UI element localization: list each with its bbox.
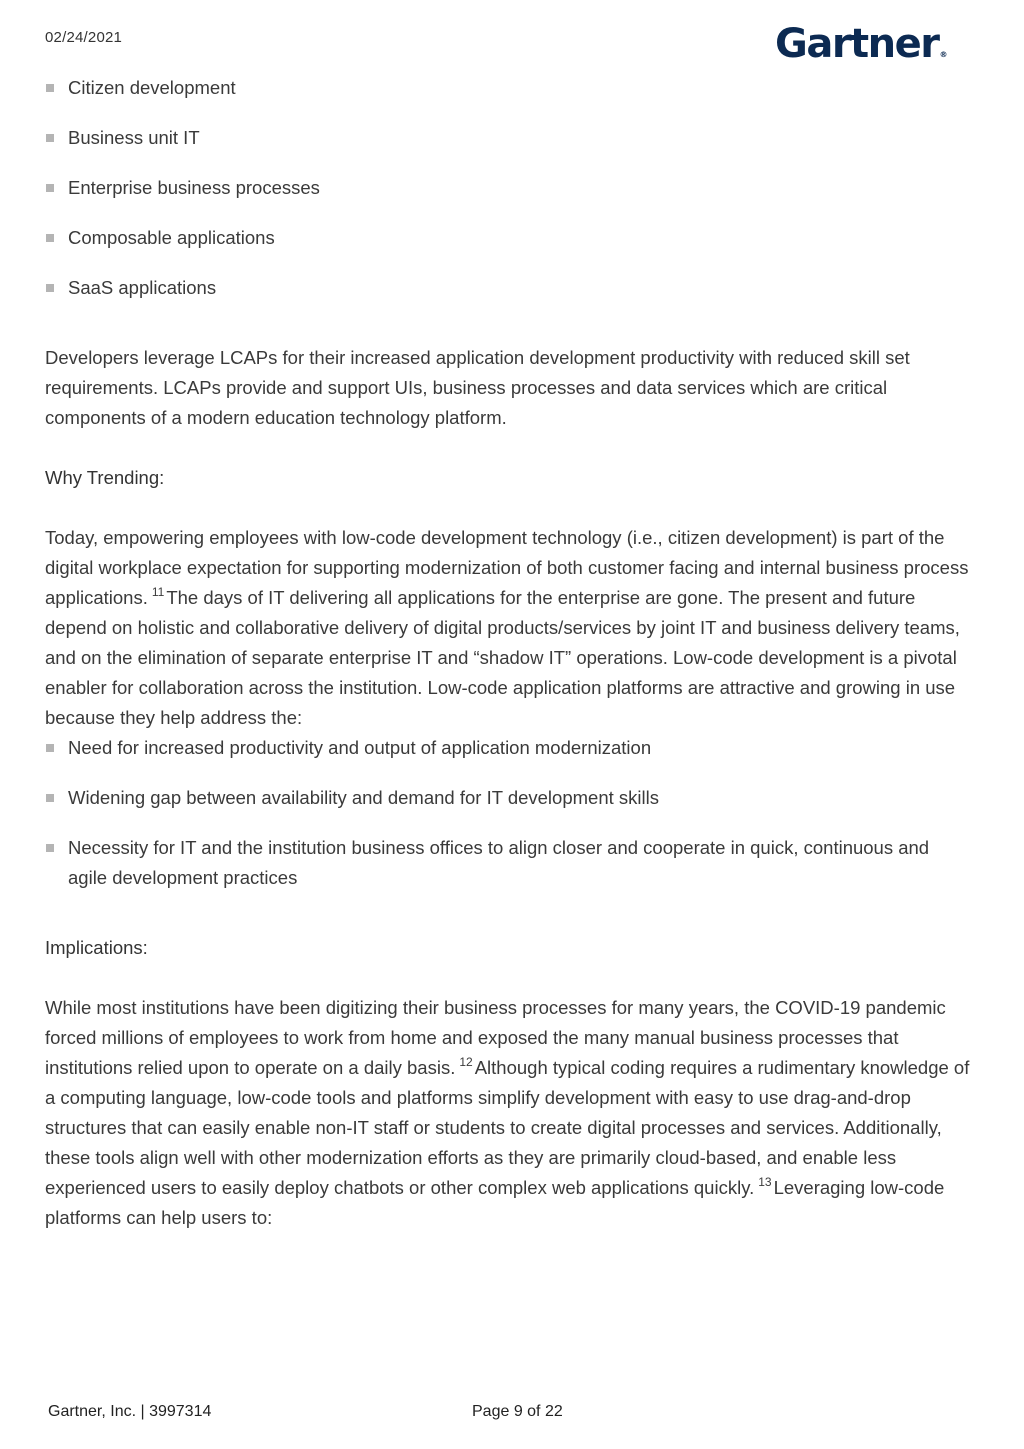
footnote-ref[interactable]: 12: [459, 1055, 473, 1069]
square-bullet-icon: [46, 284, 54, 292]
paragraph-why-trending: [45, 523, 970, 733]
list-item-text: Necessity for IT and the institution business offices to align closer and cooperate in quick, continuous and agile development practices: [68, 837, 930, 888]
registered-mark: ®: [939, 50, 948, 59]
paragraph-text: The days of IT delivering all applications for the enterprise are gone. The present and future depend on holistic and collaborative delivery of digital products/services by joint IT and business delivery teams, and on the elimination of separate enterprise IT and “shadow IT” operations. Low-code development is a pivotal enabler for collaboration across the institution. Low-code application platforms are attractive and growing in use because they help address the:: [45, 587, 960, 728]
square-bullet-icon: [46, 184, 54, 192]
gartner-logo: [775, 18, 948, 81]
list-item: [45, 223, 970, 253]
heading-implications: Implications:: [45, 937, 148, 958]
list-item-text: Widening gap between availability and demand for IT development skills: [68, 787, 659, 808]
footer-company: Gartner, Inc. | 3997314: [48, 1403, 212, 1420]
list-item: [45, 123, 970, 153]
paragraph-developers: Developers leverage LCAPs for their increased application development productivity with reduced skill set requirements. LCAPs provide and support UIs, business processes and data services which are critical components of a modern education technology platform.: [45, 347, 910, 428]
square-bullet-icon: [46, 794, 54, 802]
list-item: [45, 273, 970, 303]
list-item-text: Composable applications: [68, 227, 275, 248]
footer-page-number: Page 9 of 22: [472, 1403, 563, 1420]
square-bullet-icon: [46, 844, 54, 852]
paragraph-text: While most institutions have been digitizing their business processes for many years, the COVID-19 pandemic forced millions of employees to work from home and exposed the many manual business processes that institutions relied upon to operate on a daily basis.: [45, 997, 946, 1078]
page-content: [45, 73, 970, 1233]
list-item-text: Citizen development: [68, 77, 236, 98]
list-item: [45, 173, 970, 203]
footnote-ref[interactable]: 13: [758, 1175, 772, 1189]
list-item-text: Business unit IT: [68, 127, 200, 148]
paragraph-text: Leveraging low-code platforms can help users to:: [45, 1177, 945, 1228]
square-bullet-icon: [46, 84, 54, 92]
list-item-text: SaaS applications: [68, 277, 217, 298]
bullet-list-topics: [45, 73, 970, 303]
list-item-text: Enterprise business processes: [68, 177, 320, 198]
footnote-ref[interactable]: 11: [151, 585, 165, 599]
paragraph-text: Although typical coding requires a rudimentary knowledge of a computing language, low-code tools and platforms simplify development with easy to use drag-and-drop structures that can easily enable non-IT staff or students to create digital processes and services. Additionally, these tools align well with other modernization efforts as they are primarily cloud-based, and enable less experienced users to easily deploy chatbots or other complex web applications quickly.: [45, 1057, 970, 1198]
heading-why-trending: Why Trending:: [45, 467, 165, 488]
list-item: [45, 783, 970, 813]
list-item: [45, 833, 970, 893]
document-date: 02/24/2021: [45, 29, 123, 46]
bullet-list-reasons: [45, 733, 970, 893]
square-bullet-icon: [46, 744, 54, 752]
paragraph-implications: [45, 993, 970, 1233]
list-item-text: Need for increased productivity and output of application modernization: [68, 737, 652, 758]
list-item: [45, 733, 970, 763]
square-bullet-icon: [46, 134, 54, 142]
paragraph-text: Today, empowering employees with low-code development technology (i.e., citizen development) is part of the digital workplace expectation for supporting modernization of both customer facing and internal business process applications.: [45, 527, 969, 608]
list-item: [45, 73, 970, 103]
square-bullet-icon: [46, 234, 54, 242]
logo-text: Gartner: [775, 21, 939, 67]
